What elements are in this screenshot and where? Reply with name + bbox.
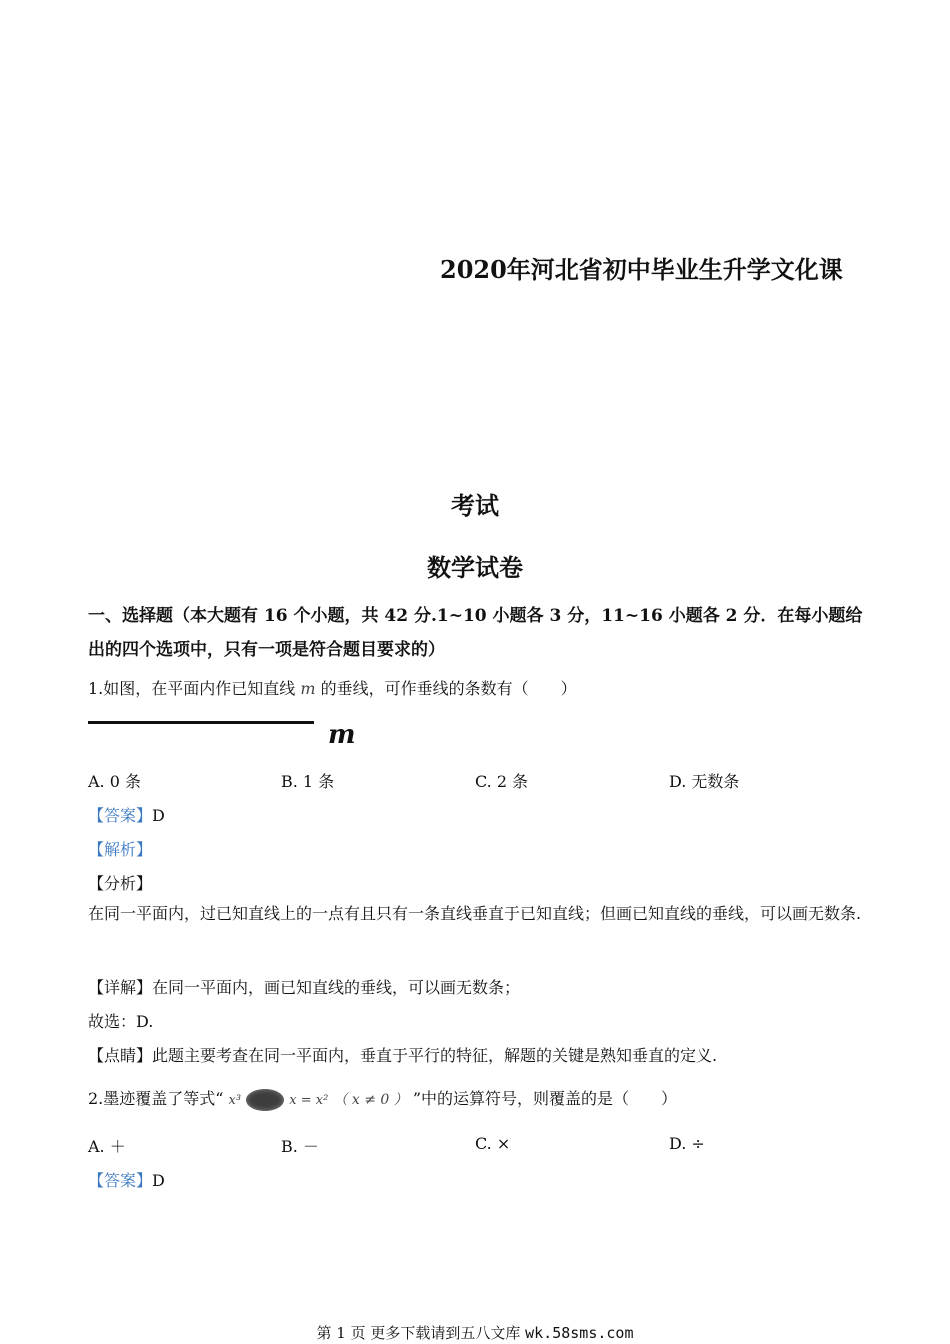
q1-option-d: D. 无数条 [669,772,740,791]
q1-analysis-tag: 【解析】 [88,840,153,859]
footer-site-link[interactable]: wk.58sms.com [525,1324,634,1342]
ink-blot [246,1089,284,1111]
q2-option-b: B. － [281,1137,319,1156]
line-m-figure [88,721,314,724]
q1-stem-var: m [300,679,316,698]
q1-option-a: A. 0 条 [88,772,141,791]
q1-answer-tag: 【答案】 [88,806,153,825]
question-1-stem [88,676,577,699]
q1-stem-prefix: 1.如图，在平面内作已知直线 [88,679,296,698]
q1-detail-text: 在同一平面内，画已知直线的垂线，可以画无数条； [152,978,521,997]
q1-comment-tag: 【点睛】 [88,1046,153,1065]
paper-title: 数学试卷 [427,553,523,582]
q1-detail [88,975,520,998]
section-heading: 一、选择题（本大题有 16 个小题，共 42 分.1~10 小题各 3 分，11~16 小题各 2 分．在每小题给出的四个选项中，只有一项是符合题目要求的） [88,606,863,660]
line-m-label: m [328,720,356,750]
q2-expr-left: x³ [228,1093,242,1108]
q1-answer-value: D [152,806,165,825]
q1-detail-tag: 【详解】 [88,978,153,997]
q1-stem-suffix: 的垂线，可作垂线的条数有（ ） [320,679,577,698]
page-footer [0,1322,950,1343]
q1-choose: 故选：D. [88,1012,154,1031]
q1-option-b: B. 1 条 [281,772,335,791]
q2-option-a: A. ＋ [88,1137,126,1156]
q1-fenxi-tag: 【分析】 [88,874,153,893]
q2-answer-value: D [152,1171,165,1190]
q1-comment-text: 此题主要考查在同一平面内，垂直于平行的特征，解题的关键是熟知垂直的定义. [152,1046,718,1065]
footer-text: 第 1 页 更多下载请到五八文库 [316,1324,521,1342]
q2-expr-right: x = x² [289,1093,329,1108]
q1-option-c: C. 2 条 [475,772,529,791]
q2-stem-prefix: 2.墨迹覆盖了等式“ [88,1089,224,1108]
q2-stem-suffix: ”中的运算符号，则覆盖的是（ ） [412,1089,678,1108]
question-2-stem [88,1086,677,1111]
q1-comment [88,1043,717,1066]
q2-answer [88,1168,165,1191]
q2-option-d: D. ÷ [669,1134,705,1153]
q2-option-c: C. × [475,1134,511,1153]
q1-answer [88,803,165,826]
title-line-1: 2020年河北省初中毕业生升学文化课 [440,255,843,284]
q2-answer-tag: 【答案】 [88,1171,153,1190]
q1-fenxi-text: 在同一平面内，过已知直线上的一点有且只有一条直线垂直于已知直线；但画已知直线的垂线，可以画无数条. [88,904,862,923]
q2-condition: （ x ≠ 0 ） [333,1092,408,1108]
title-line-2: 考试 [451,491,499,520]
